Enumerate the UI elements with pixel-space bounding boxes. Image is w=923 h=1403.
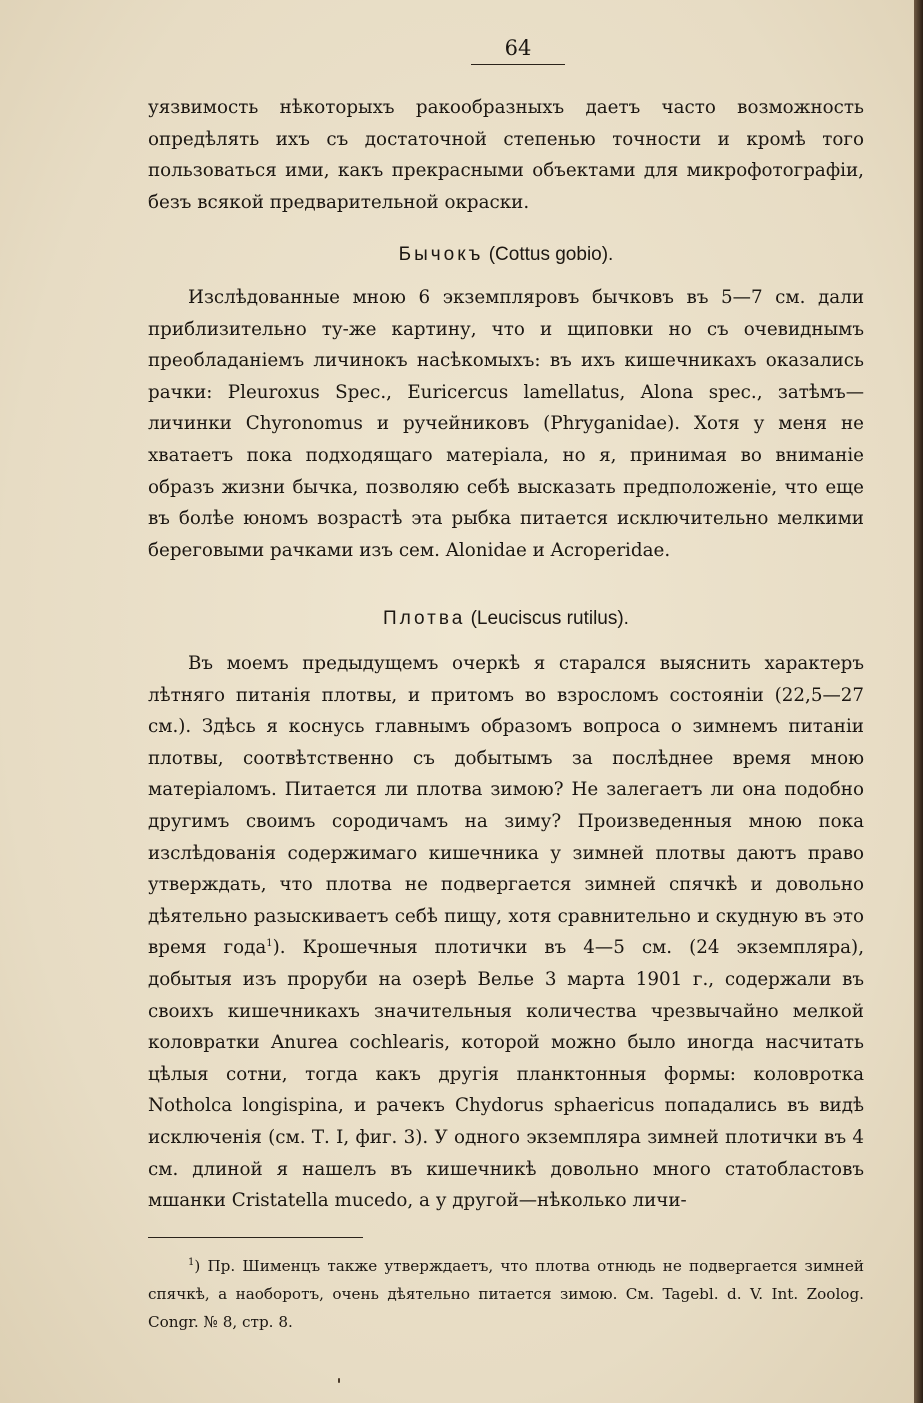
paragraph-plotva-part2: ). Крошечныя плотички въ 4—5 см. (24 экземпляра), добытыя изъ проруби на озерѣ Велье 3 марта 1901 г., содержали въ своихъ кишечникахъ значительныя количества чрезвычайно мелкой коловратки Anurea cochlearis, которой можно было иногда насчитать цѣлыя сотни, тогда какъ другія планктонныя формы: коловротка Notholca longispina, и рачекъ Chydorus sphaericus попадались въ видѣ исключенія (см. Т. I, фиг. 3). У одного экземпляра зимней плотички въ 4 см. длиной я нашелъ въ кишечникѣ довольно много статобластовъ мшанки Cristatella mucedo, а у другой—нѣколько личи-	[148, 937, 864, 1212]
section-heading-latin: (Leuciscus rutilus).	[470, 608, 629, 629]
section-heading-ru: Плотва	[383, 608, 466, 629]
footnote	[148, 1252, 864, 1336]
paragraph-plotva	[148, 648, 864, 1217]
paragraph-continuation: уязвимость нѣкоторыхъ ракообразныхъ даетъ часто возможность опредѣлять ихъ съ достаточной степенью точности и кромѣ того пользоваться ими, какъ прекрасными объектами для микрофотографіи, безъ всякой предварительной окраски.	[148, 97, 864, 213]
book-spine-edge	[914, 0, 923, 1403]
section-heading-ru: Бычокъ	[398, 244, 484, 265]
page-number: 64	[504, 36, 532, 60]
footnote-separator	[148, 1237, 363, 1238]
paragraph-plotva-part1: Въ моемъ предыдущемъ очеркѣ я старался выяснить характеръ лѣтняго питанія плотвы, и притомъ во взросломъ состояніи (22,5—27 см.). Здѣсь я коснусь главнымъ образомъ вопроса о зимнемъ питаніи плотвы, соотвѣтственно съ добытымъ за послѣднее время мною матеріаломъ. Питается ли плотва зимою? Не залегаетъ ли она подобно другимъ своимъ сородичамъ на зиму? Произведенныя мною пока изслѣдованія содержимаго кишечника у зимней плотвы даютъ право утверждать, что плотва не подвергается зимней спячкѣ и довольно дѣятельно разыскиваетъ себѣ пищу, хотя сравнительно и скудную въ это время года	[148, 653, 864, 959]
footnote-reference: 1	[266, 938, 273, 950]
paper-speck	[338, 1378, 340, 1383]
footnote-marker: 1	[188, 1256, 195, 1268]
section-heading-bychok	[148, 242, 864, 268]
paragraph-bychok: Изслѣдованные мною 6 экземпляровъ бычковъ въ 5—7 см. дали приблизительно ту-же картину, что и щиповки но съ очевиднымъ преобладаніемъ личинокъ насѣкомыхъ: въ ихъ кишечникахъ оказались рачки: Pleuroxus Spec., Euricercus lamellatus, Alona spec., затѣмъ—личинки Chyronomus и ручейниковъ (Phryganidae). Хотя у меня не хватаетъ пока подходящаго матеріала, но я, принимая во вниманіе образъ жизни бычка, позволяю себѣ высказать предположеніе, что еще въ болѣе юномъ возрастѣ эта рыбка питается исключительно мелкими береговыми рачками изъ сем. Alonidae и Acroperidae.	[148, 287, 864, 561]
section-heading-latin: (Cottus gobio).	[488, 244, 614, 265]
section-heading-plotva	[148, 606, 864, 632]
footnote-text: ) Пр. Шименцъ также утверждаетъ, что плотва отнюдь не подвергается зимней спячкѣ, а наоборотъ, очень дѣятельно питается зимою. См. Tagebl. d. V. Int. Zoolog. Congr. № 8, стр. 8.	[148, 1257, 864, 1331]
page-number-rule	[471, 64, 565, 65]
